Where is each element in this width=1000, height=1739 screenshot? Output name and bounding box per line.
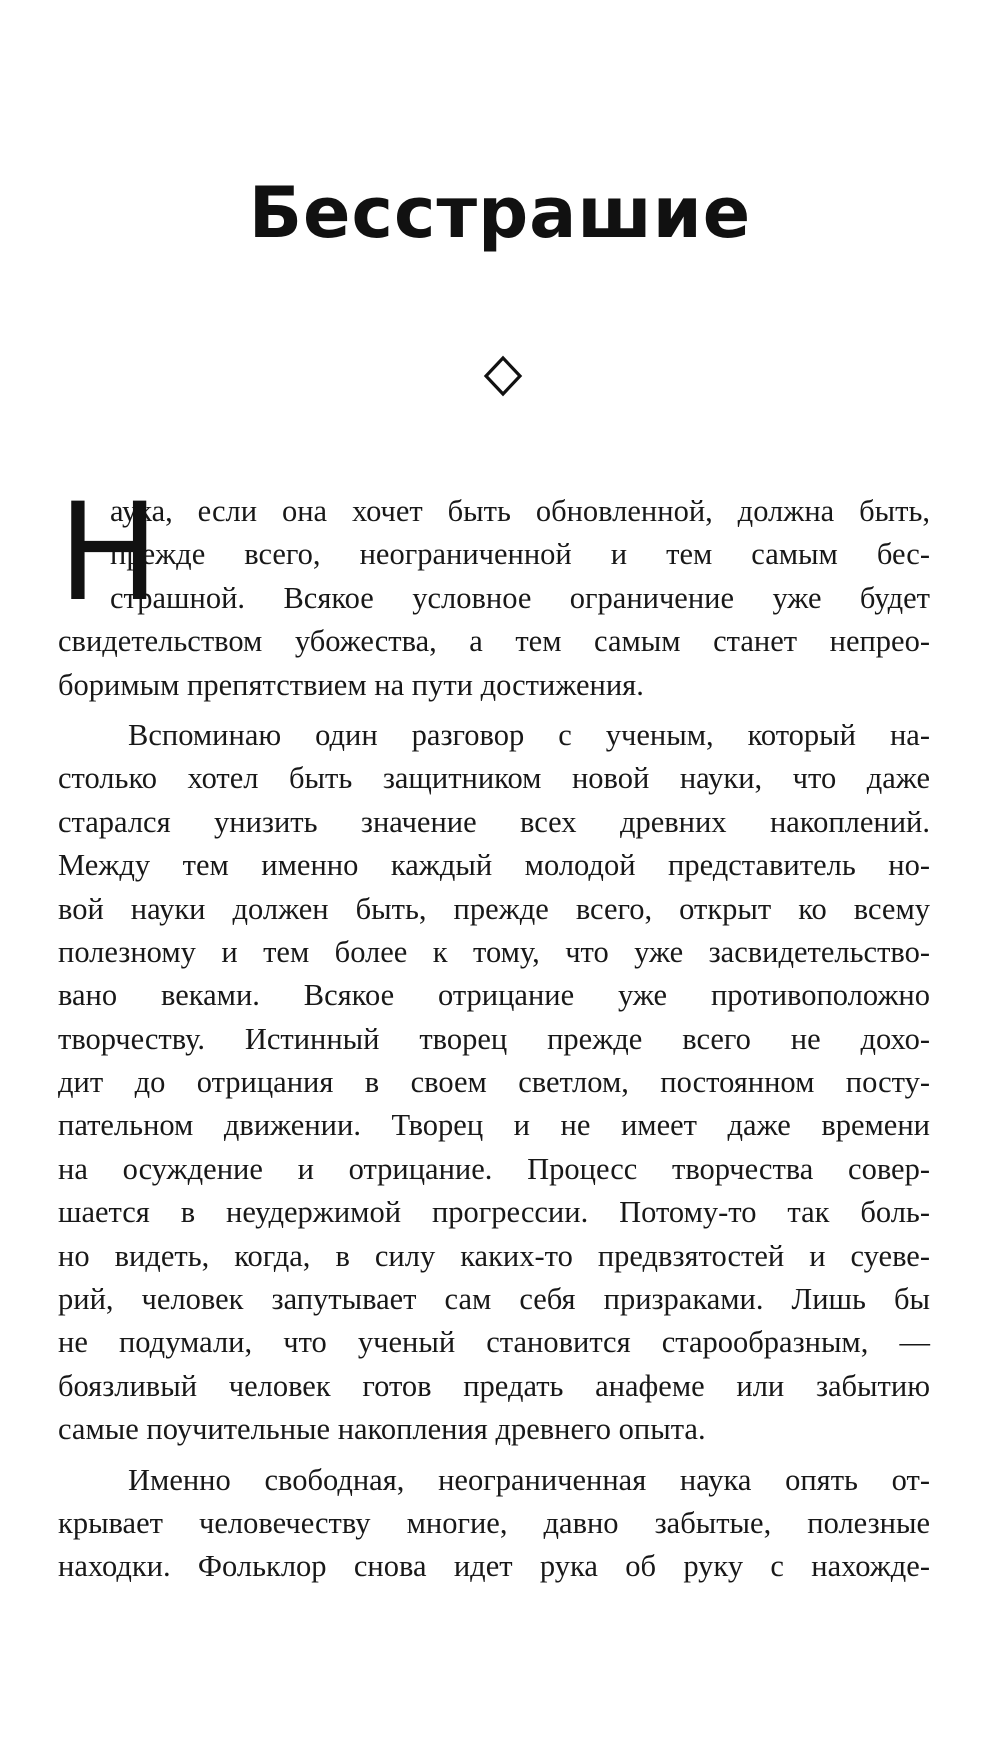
text-line: боязливый человек готов предать анафеме или забытию (58, 1368, 930, 1403)
text-line: свидетельством убожества, а тем самым станет непрео- (58, 624, 930, 659)
text-line: аука, если она хочет быть обновленной, должна быть, (110, 494, 930, 528)
diamond-outline-icon (482, 355, 524, 397)
paragraph (58, 714, 930, 1452)
text-line: Именно свободная, неограниченная наука опять от- (128, 1462, 930, 1497)
text-line: старался унизить значение всех древних накоплений. (58, 804, 930, 839)
text-line: находки. Фольклор снова идет рука об руку с нахожде- (58, 1549, 930, 1584)
text-line: вой науки должен быть, прежде всего, открыт ко всему (58, 891, 930, 926)
drop-cap: Н (58, 474, 160, 631)
text-line: рий, человек запутывает сам себя призраками. Лишь бы (58, 1282, 930, 1317)
text-line: столько хотел быть защитником новой науки, что даже (58, 761, 930, 796)
text-line: не подумали, что ученый становится старообразным, — (58, 1325, 930, 1360)
text-line: но видеть, когда, в силу каких-то предвзятостей и суеве- (58, 1238, 930, 1273)
chapter-body (58, 474, 930, 1589)
text-line: Между тем именно каждый молодой представитель но- (58, 848, 930, 883)
text-line: творчеству. Истинный творец прежде всего не дохо- (58, 1021, 930, 1056)
text-line: пательном движении. Творец и не имеет даже времени (58, 1108, 930, 1143)
text-line: полезному и тем более к тому, что уже засвидетельство- (58, 934, 930, 969)
text-line: боримым препятствием на пути достижения. (58, 667, 644, 702)
text-line: дит до отрицания в своем светлом, постоянном посту- (58, 1065, 930, 1100)
text-line: шается в неудержимой прогрессии. Потому-то так боль- (58, 1195, 930, 1230)
text-line: Вспоминаю один разговор с ученым, который на- (128, 717, 930, 752)
text-line: прежде всего, неограниченной и тем самым бес- (110, 537, 930, 572)
text-line: страшной. Всякое условное ограничение уже будет (110, 580, 930, 615)
paragraph-gap (58, 1452, 930, 1459)
paragraph-gap (58, 707, 930, 714)
paragraph (58, 1459, 930, 1589)
text-line: самые поучительные накопления древнего опыта. (58, 1412, 706, 1447)
text-line: крывает человечеству многие, давно забытые, полезные (58, 1505, 930, 1540)
text-line: вано веками. Всякое отрицание уже противоположно (58, 978, 930, 1013)
text-line: на осуждение и отрицание. Процесс творчества совер- (58, 1151, 930, 1186)
chapter-title: Бесстрашие (248, 172, 752, 254)
paragraph (58, 474, 930, 707)
